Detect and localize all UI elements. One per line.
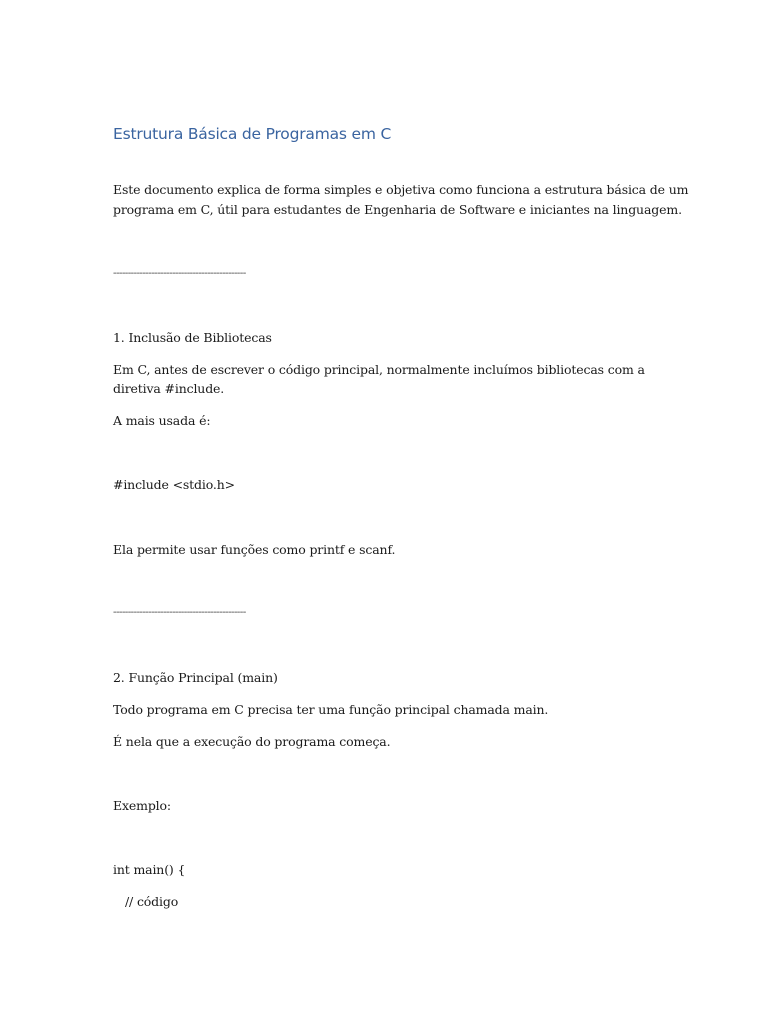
section1-para1-line2: diretiva #include. [113,381,225,396]
section1-para2: A mais usada é: [113,413,211,428]
section1-para1-line1: Em C, antes de escrever o código principal, normalmente incluímos bibliotecas com a [113,362,645,377]
document-title: Estrutura Básica de Programas em C [113,125,392,143]
section2-code-line-2: // código [125,894,179,909]
intro-line-1: Este documento explica de forma simples e objetiva como funciona a estrutura básica de um [113,182,689,197]
separator-1: --------------------------------------------- [113,267,246,279]
intro-line-2: programa em C, útil para estudantes de Engenharia de Software e iniciantes na linguagem. [113,202,682,217]
section1-heading: 1. Inclusão de Bibliotecas [113,330,272,345]
section2-example-label: Exemplo: [113,798,171,813]
separator-2: --------------------------------------------- [113,606,246,618]
section2-heading: 2. Função Principal (main) [113,670,278,685]
section1-code: #include <stdio.h> [113,477,235,492]
section2-code-line-1: int main() { [113,862,186,877]
section1-para3: Ela permite usar funções como printf e scanf. [113,542,396,557]
section2-para2: É nela que a execução do programa começa. [113,734,391,749]
section2-para1: Todo programa em C precisa ter uma função principal chamada main. [113,702,549,717]
